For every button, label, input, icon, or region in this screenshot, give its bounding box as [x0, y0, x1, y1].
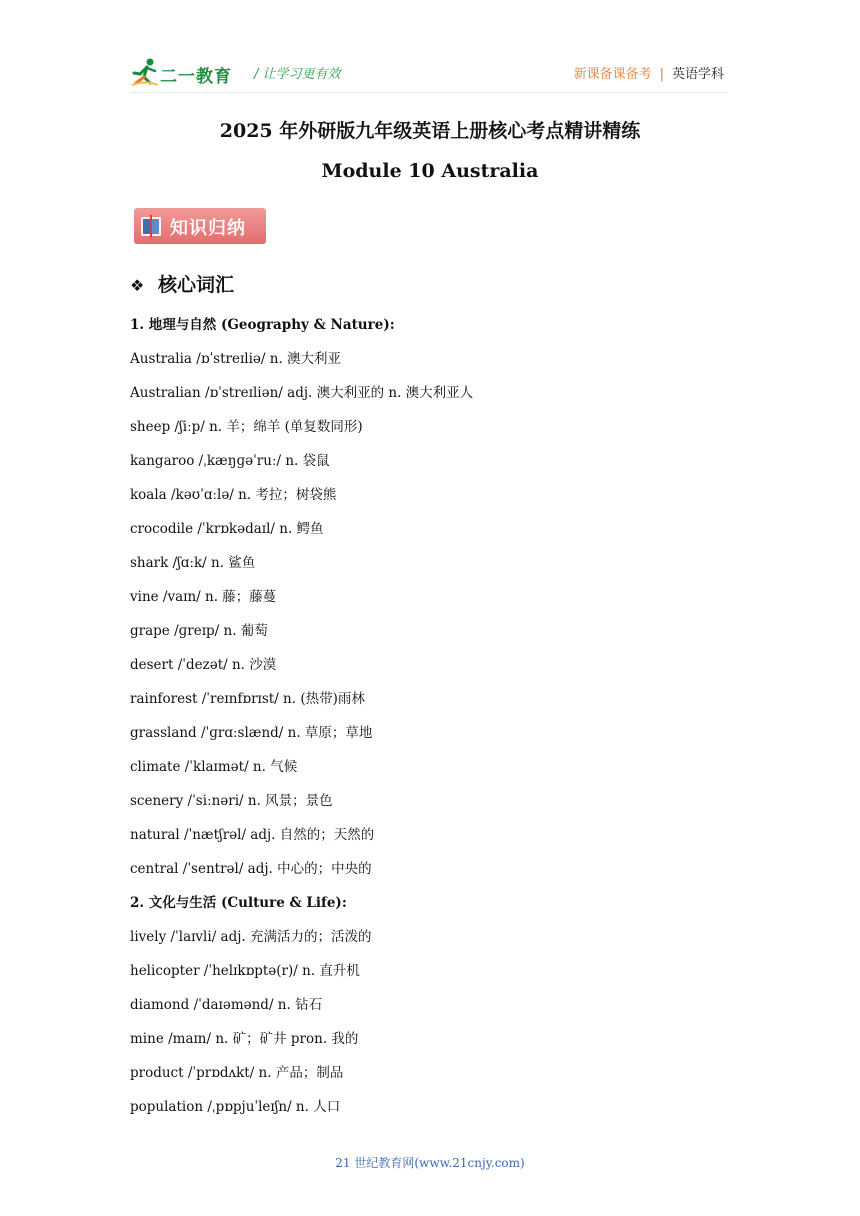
header-separator: | — [659, 67, 664, 82]
section-heading-text: 核心词汇 — [158, 274, 235, 296]
vocabulary-entry: natural /ˈnætʃrəl/ adj. 自然的；天然的 — [130, 827, 375, 843]
vocabulary-entry: product /ˈprɒdʌkt/ n. 产品；制品 — [130, 1065, 344, 1081]
module-title: Module 10 Australia — [321, 160, 539, 182]
category-heading: 2. 文化与生活 (Culture & Life): — [130, 895, 347, 911]
subject-label: 英语学科 — [671, 67, 724, 82]
vocabulary-entry: crocodile /ˈkrɒkədaɪl/ n. 鳄鱼 — [130, 521, 324, 537]
vocabulary-entry: rainforest /ˈreɪnfɒrɪst/ n. (热带)雨林 — [130, 691, 365, 707]
slogan: / 让学习更有效 — [254, 67, 341, 82]
vocabulary-entry: kangaroo /ˌkæŋɡəˈruː/ n. 袋鼠 — [130, 453, 330, 469]
category-heading: 1. 地理与自然 (Geography & Nature): — [130, 317, 395, 333]
page-footer: 21 世纪教育网(www.21cnjy.com) — [335, 1156, 525, 1170]
vocabulary-entry: vine /vaɪn/ n. 藤；藤蔓 — [130, 589, 277, 605]
logo-text: 二一教育 — [160, 67, 232, 87]
vocabulary-entry: Australia /ɒˈstreɪliə/ n. 澳大利亚 — [130, 351, 342, 367]
vocabulary-entry: population /ˌpɒpjuˈleɪʃn/ n. 人口 — [130, 1099, 341, 1115]
badge-label: 知识归纳 — [170, 218, 246, 239]
knowledge-summary-badge — [134, 208, 266, 244]
page-title: 2025 年外研版九年级英语上册核心考点精讲精练 — [219, 120, 641, 142]
vocabulary-entry: climate /ˈklaɪmət/ n. 气候 — [130, 759, 298, 775]
vocabulary-entry: lively /ˈlaɪvli/ adj. 充满活力的；活泼的 — [130, 929, 372, 945]
vocabulary-entry: grassland /ˈɡrɑːslænd/ n. 草原；草地 — [130, 725, 373, 741]
vocabulary-entry: central /ˈsentrəl/ adj. 中心的；中央的 — [130, 861, 372, 877]
logo — [130, 56, 240, 88]
runner-logo-icon — [130, 56, 160, 88]
header-divider — [130, 92, 728, 93]
vocabulary-entry: koala /kəʊˈɑːlə/ n. 考拉；树袋熊 — [130, 487, 337, 503]
vocabulary-list — [130, 316, 750, 1132]
vocabulary-entry: scenery /ˈsiːnəri/ n. 风景；景色 — [130, 793, 333, 809]
vocabulary-entry: desert /ˈdezət/ n. 沙漠 — [130, 657, 277, 673]
section-heading — [130, 270, 234, 297]
vocabulary-entry: helicopter /ˈhelɪkɒptə(r)/ n. 直升机 — [130, 963, 360, 979]
vocabulary-entry: diamond /ˈdaɪəmənd/ n. 钻石 — [130, 997, 323, 1013]
vocabulary-entry: mine /maɪn/ n. 矿；矿井 pron. 我的 — [130, 1031, 359, 1047]
book-icon — [140, 214, 162, 238]
diamond-bullet-icon: ❖ — [130, 276, 145, 295]
vocabulary-entry: shark /ʃɑːk/ n. 鲨鱼 — [130, 555, 256, 571]
course-label: 新课备课备考 — [573, 67, 652, 82]
vocabulary-entry: Australian /ɒˈstreɪliən/ adj. 澳大利亚的 n. 澳大利亚人 — [130, 385, 474, 401]
vocabulary-entry: sheep /ʃiːp/ n. 羊；绵羊 (单复数同形) — [130, 419, 363, 435]
page-header — [130, 56, 730, 90]
vocabulary-entry: grape /ɡreɪp/ n. 葡萄 — [130, 623, 268, 639]
header-right — [574, 63, 724, 82]
